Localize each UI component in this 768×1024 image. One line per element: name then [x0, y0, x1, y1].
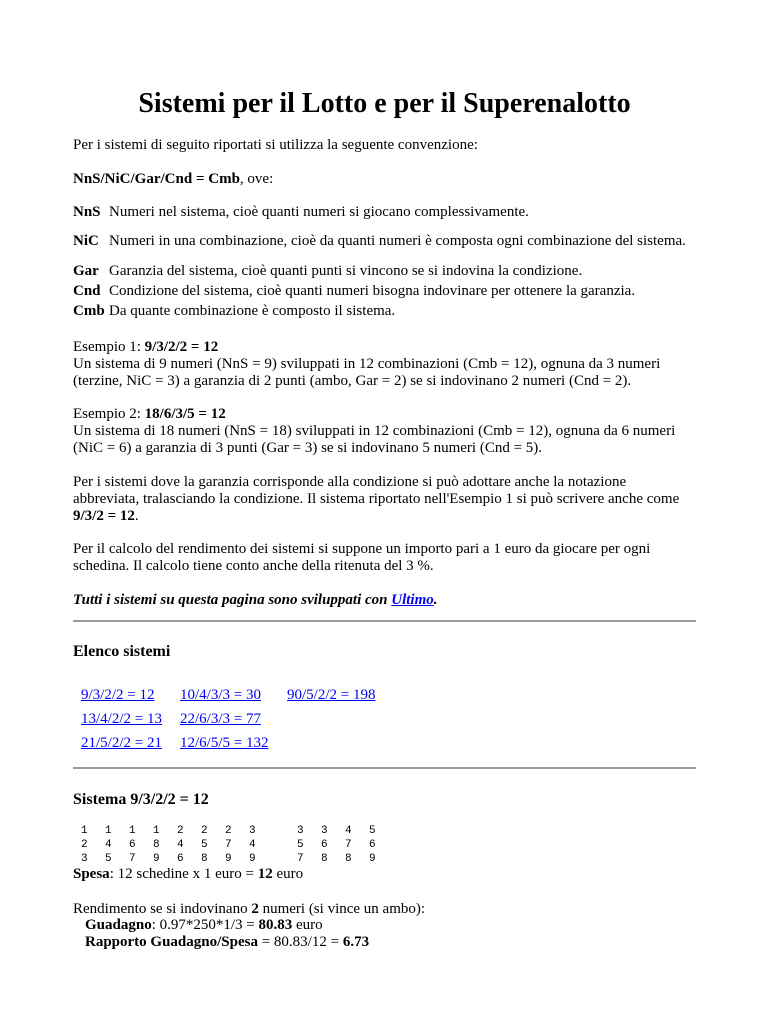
combination-number: 2: [177, 825, 184, 837]
system-link[interactable]: 90/5/2/2 = 198: [287, 687, 376, 703]
combination-number: 3: [249, 825, 256, 837]
guadagno-formula: : 0.97*250*1/3 =: [151, 917, 259, 933]
example-1-text: Un sistema di 9 numeri (NnS = 9) sviluppati in 12 combinazioni (Cmb = 12), ognuna da 3 numeri (terzine, NiC = 3) a garanzia di 2 punti (ambo, Gar = 2) se si indovinano 2 numeri (Cnd = 2).: [73, 356, 661, 389]
spesa-value: 12: [257, 866, 273, 882]
rendimento-text: Rendimento se si indovinano: [73, 901, 252, 917]
rendimento-note: Per il calcolo del rendimento dei sistemi si suppone un importo pari a 1 euro da giocare per ogni schedina. Il calcolo tiene conto anche della ritenuta del 3 %.: [73, 541, 651, 574]
example-1-formula: 9/3/2/2 = 12: [144, 339, 219, 355]
example-2-text: Un sistema di 18 numeri (NnS = 18) sviluppati in 12 combinazioni (Cmb = 12), ognuna da 6 numeri (NiC = 6) a garanzia di 3 punti (Gar = 3) se si indovinano 5 numeri (Cnd = 5).: [73, 423, 676, 456]
guadagno-value: 80.83: [258, 917, 293, 933]
definition-desc: Numeri nel sistema, cioè quanti numeri si giocano complessivamente.: [109, 204, 529, 220]
abbreviation-end: .: [134, 508, 139, 524]
rendimento-line: [73, 901, 696, 918]
definition-term: Cnd: [73, 283, 101, 299]
definition-row: [73, 260, 699, 281]
combination-number: 3: [321, 825, 328, 837]
systems-column: [81, 683, 162, 755]
example-1-label: Esempio 1:: [73, 339, 145, 355]
definition-row: [73, 281, 699, 301]
definition-term: Gar: [73, 262, 99, 279]
combination-number: 4: [249, 839, 256, 851]
combination-number: 9: [369, 853, 376, 865]
combination-number: 8: [201, 853, 208, 865]
combination-number: 7: [297, 853, 304, 865]
rendimento-count: 2: [251, 901, 259, 917]
combination-number: 4: [345, 825, 352, 837]
example-2: [73, 406, 696, 457]
spesa-label: Spesa: [73, 866, 110, 882]
intro-paragraph: Per i sistemi di seguito riportati si utilizza la seguente convenzione:: [73, 137, 478, 153]
sistema-title: Sistema 9/3/2/2 = 12: [73, 791, 209, 808]
system-link[interactable]: 12/6/5/5 = 132: [180, 735, 269, 751]
abbreviation-formula: 9/3/2 = 12: [73, 508, 135, 524]
definition-desc: Condizione del sistema, cioè quanti numeri bisogna indovinare per ottenere la garanzia.: [109, 283, 636, 299]
spesa-line: [73, 866, 696, 883]
combination-number: 6: [321, 839, 328, 851]
definition-row: [73, 222, 699, 260]
system-link[interactable]: 9/3/2/2 = 12: [81, 687, 155, 703]
combination-number: 8: [345, 853, 352, 865]
combination-number: 7: [225, 839, 232, 851]
rapporto-label: Rapporto Guadagno/Spesa: [85, 934, 258, 950]
definition-row: [73, 301, 699, 321]
combination-number: 8: [321, 853, 328, 865]
combination-number: 1: [81, 825, 88, 837]
systems-column: [180, 683, 268, 755]
combination-number: 7: [129, 853, 136, 865]
elenco-title: Elenco sistemi: [73, 643, 171, 660]
rapporto-formula: = 80.83/12 =: [257, 934, 343, 950]
combination-number: 6: [177, 853, 184, 865]
definitions-table: [73, 202, 699, 321]
ultimo-note-end: .: [433, 592, 438, 608]
combination-number: 8: [153, 839, 160, 851]
combination-number: 2: [81, 839, 88, 851]
abbreviation-paragraph: [73, 474, 696, 525]
combination-number: 6: [129, 839, 136, 851]
combination-number: 1: [105, 825, 112, 837]
example-2-label: Esempio 2:: [73, 406, 145, 422]
combination-number: 5: [105, 853, 112, 865]
combination-number: 1: [129, 825, 136, 837]
definition-row: [73, 202, 699, 222]
guadagno-unit: euro: [292, 917, 323, 933]
spesa-text: : 12 schedine x 1 euro =: [109, 866, 258, 882]
definition-desc: Da quante combinazione è composto il sistema.: [109, 303, 396, 319]
definition-term: Cmb: [73, 303, 105, 319]
combination-number: 6: [369, 839, 376, 851]
ultimo-note: [73, 592, 696, 609]
definition-desc: Garanzia del sistema, cioè quanti punti si vincono se si indovina la condizione.: [109, 262, 583, 279]
combination-number: 2: [201, 825, 208, 837]
convention-formula: NnS/NiC/Gar/Cnd = Cmb: [73, 171, 240, 187]
combination-number: 4: [177, 839, 184, 851]
rendimento-text-end: numeri (si vince un ambo):: [258, 901, 426, 917]
combination-number: 1: [153, 825, 160, 837]
combination-number: 5: [369, 825, 376, 837]
rapporto-value: 6.73: [342, 934, 370, 950]
combination-number: 7: [345, 839, 352, 851]
combination-number: 9: [225, 853, 232, 865]
system-link[interactable]: 21/5/2/2 = 21: [81, 735, 162, 751]
definition-desc: Numeri in una combinazione, cioè da quanti numeri è composta ogni combinazione del sistema.: [109, 233, 686, 249]
system-link[interactable]: 10/4/3/3 = 30: [180, 687, 261, 703]
convention-suffix: , ove:: [239, 171, 274, 187]
definition-term: NiC: [73, 233, 99, 249]
definition-term: NnS: [73, 204, 101, 220]
rapporto-line: [85, 934, 369, 950]
combination-number: 3: [297, 825, 304, 837]
combination-number: 5: [297, 839, 304, 851]
combination-number: 5: [201, 839, 208, 851]
example-1: [73, 339, 696, 390]
divider: [73, 620, 696, 622]
ultimo-link[interactable]: Ultimo: [391, 592, 434, 608]
combination-number: 9: [153, 853, 160, 865]
convention-line: [73, 171, 696, 188]
combination-number: 9: [249, 853, 256, 865]
abbreviation-text: Per i sistemi dove la garanzia corrisponde alla condizione si può adottare anche la notazione abbreviata, tralasciando la condizione. Il sistema riportato nell'Esempio 1 si può scrivere anche come: [73, 474, 680, 507]
page-title: Sistemi per il Lotto e per il Superenalotto: [138, 88, 631, 119]
system-link[interactable]: 22/6/3/3 = 77: [180, 711, 261, 727]
system-link[interactable]: 13/4/2/2 = 13: [81, 711, 162, 727]
example-2-formula: 18/6/3/5 = 12: [144, 406, 226, 422]
systems-column: [287, 683, 375, 707]
guadagno-label: Guadagno: [85, 917, 152, 933]
combination-number: 2: [225, 825, 232, 837]
divider: [73, 767, 696, 769]
spesa-unit: euro: [272, 866, 304, 882]
combination-number: 3: [81, 853, 88, 865]
combination-number: 4: [105, 839, 112, 851]
guadagno-line: [85, 917, 323, 933]
ultimo-note-text: Tutti i sistemi su questa pagina sono sviluppati con: [73, 592, 392, 608]
